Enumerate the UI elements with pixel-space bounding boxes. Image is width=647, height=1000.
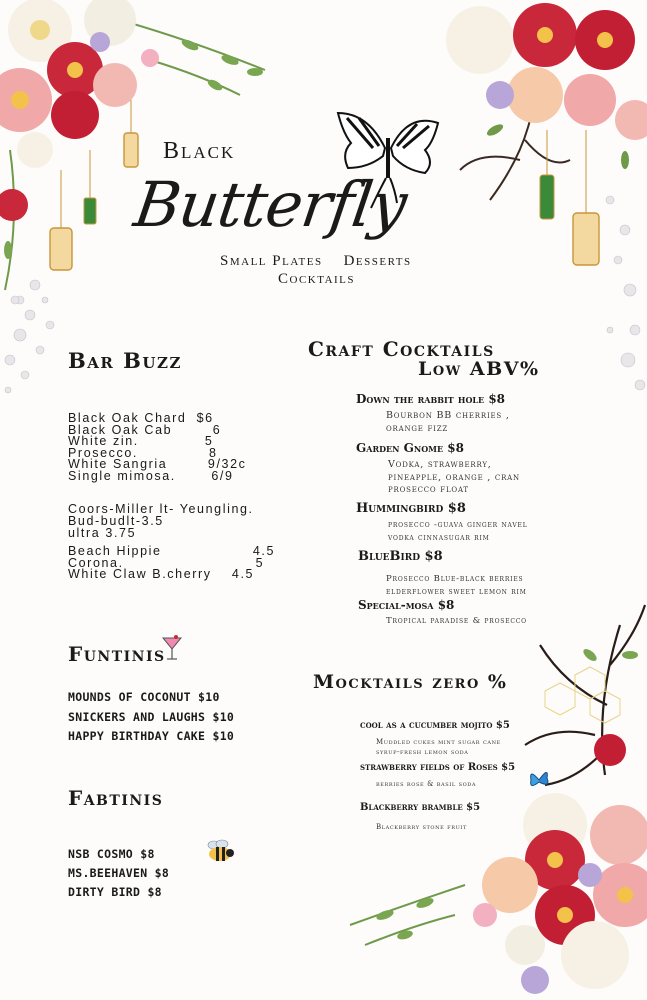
blue-butterfly-icon bbox=[527, 766, 551, 794]
mocktail-name: cool as a cucumber mojito $5 bbox=[360, 720, 510, 731]
funtinis-title: Funtinis bbox=[68, 642, 166, 666]
pearl-decoration-left bbox=[0, 290, 70, 400]
seltzer-item: Beach Hippie 4.5 bbox=[68, 544, 276, 558]
fabtinis-list bbox=[68, 845, 169, 902]
wine-item: White zin. 5 bbox=[68, 434, 214, 448]
drink-name: Garden Gnome $8 bbox=[356, 441, 464, 455]
drink-description bbox=[388, 519, 528, 544]
drink-name: Hummingbird $8 bbox=[356, 501, 466, 516]
drink-desc-line: prosecco -guava ginger navel bbox=[388, 520, 528, 530]
wine-item: Single mimosa. 6/9 bbox=[68, 468, 234, 483]
drink-desc-line: Vodka, strawberry, bbox=[388, 459, 492, 470]
floral-decoration-bottom-right bbox=[345, 585, 647, 1000]
mocktail-name: strawberry fields of Roses $5 bbox=[360, 762, 516, 773]
wine-item: Black Oak Cab 6 bbox=[68, 422, 222, 437]
fabtini-item: DIRTY BIRD $8 bbox=[68, 885, 162, 899]
brand-name-line1: Black bbox=[163, 138, 236, 164]
tagline-line2: Cocktails bbox=[278, 271, 356, 287]
beer-item: Bud-budlt-3.5 bbox=[68, 514, 164, 528]
drink-desc-line: pineapple, orange , cran bbox=[388, 471, 520, 483]
drink-description bbox=[386, 410, 510, 435]
craft-cocktails-title: Craft Cocktails bbox=[308, 337, 495, 361]
mocktail-desc-line: Blackberry stone fruit bbox=[376, 823, 467, 831]
seltzer-list bbox=[68, 546, 275, 581]
drink-description bbox=[388, 459, 520, 497]
funtini-item: HAPPY BIRTHDAY CAKE $10 bbox=[68, 729, 235, 744]
bar-buzz-title: Bar Buzz bbox=[68, 348, 182, 373]
fabtini-item: MS.BEEHAVEN $8 bbox=[68, 866, 170, 880]
drink-name: BlueBird $8 bbox=[358, 549, 443, 564]
funtinis-list bbox=[68, 688, 234, 747]
beer-item: Coors-Miller lt- Yeungling. bbox=[68, 502, 254, 516]
drink-desc-line: Tropical paradise & prosecco bbox=[386, 616, 527, 626]
fabtini-item: NSB COSMO $8 bbox=[68, 847, 155, 861]
drink-desc-line: Bourbon BB cherries , bbox=[386, 410, 510, 421]
martini-glass-icon bbox=[161, 634, 183, 662]
beer-item: ultra 3.75 bbox=[68, 526, 137, 540]
drink-desc-line: vodka cinnasugar rim bbox=[388, 532, 490, 543]
drink-desc-line: prosecco float bbox=[388, 484, 469, 495]
wine-item: Black Oak Chard $6 bbox=[68, 411, 214, 425]
mocktails-title: Mocktails zero % bbox=[313, 671, 508, 693]
beer-list bbox=[68, 503, 254, 539]
wine-list bbox=[68, 413, 246, 482]
mocktail-description bbox=[376, 737, 501, 757]
mocktail-name: Blackberry bramble $5 bbox=[360, 802, 481, 813]
mocktail-desc-line: syrup-fresh lemon soda bbox=[376, 748, 469, 756]
drink-name: Special-mosa $8 bbox=[358, 598, 455, 612]
wine-item: White Sangria 9/32c bbox=[68, 457, 247, 471]
drink-description bbox=[386, 573, 527, 598]
tagline-line1: Small Plates Desserts bbox=[220, 253, 412, 269]
fabtinis-title: Fabtinis bbox=[68, 786, 164, 810]
craft-cocktails-subtitle: Low ABV% bbox=[418, 358, 540, 380]
seltzer-item: Corona. 5 bbox=[68, 555, 265, 570]
brand-name-line2: Butterfly bbox=[129, 168, 411, 241]
mocktail-desc-line: berries rose & basil soda bbox=[376, 780, 477, 788]
drink-desc-line: orange fizz bbox=[386, 422, 449, 434]
wine-item: Prosecco. 8 bbox=[68, 445, 218, 460]
seltzer-item: White Claw B.cherry 4.5 bbox=[68, 567, 255, 581]
mocktail-description bbox=[376, 822, 467, 832]
mocktail-description bbox=[376, 779, 476, 789]
drink-description bbox=[386, 615, 527, 628]
funtini-item: SNICKERS AND LAUGHS $10 bbox=[68, 709, 235, 724]
drink-desc-line: Prosecco Blue-black berries bbox=[386, 574, 524, 584]
drink-name: Down the rabbit hole $8 bbox=[356, 392, 506, 406]
bee-icon bbox=[205, 838, 235, 864]
funtini-item: MOUNDS OF COCONUT $10 bbox=[68, 690, 220, 704]
drink-desc-line: elderflower sweet lemon rim bbox=[386, 586, 527, 597]
mocktail-desc-line: Muddled cukes mint sugar cane bbox=[376, 738, 501, 746]
